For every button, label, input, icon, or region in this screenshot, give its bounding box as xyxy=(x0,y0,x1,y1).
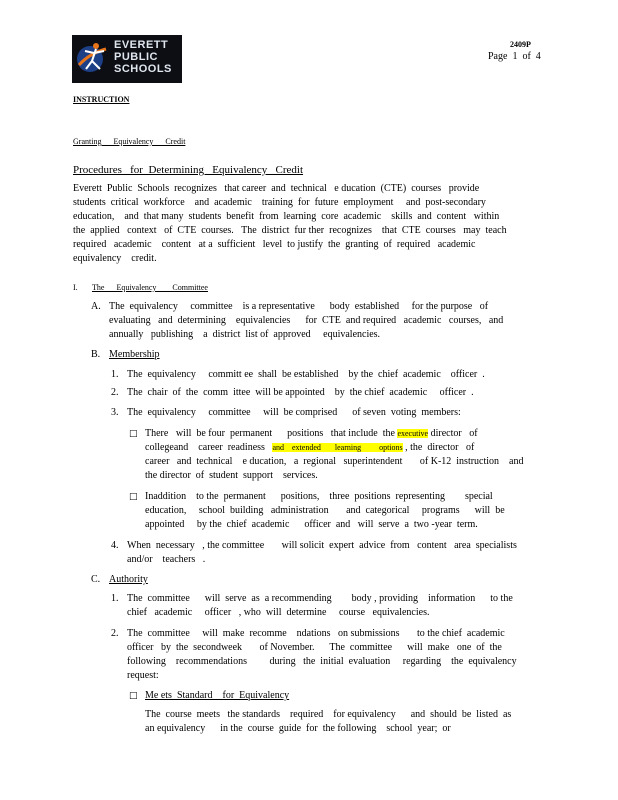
bullet-1-line2-pre: collegeand career readiness xyxy=(145,442,273,453)
page-indicator: Page 1 of 4 xyxy=(488,51,541,62)
item-a-line: The equivalency committee is a representative body established for the purpose of xyxy=(109,301,489,312)
highlight-extended-learning: and extended learning options xyxy=(272,443,403,452)
c2-text xyxy=(127,627,517,683)
bullet-1-line1-post: director of xyxy=(430,428,478,439)
b3-text: The equivalency committee will be comprised of seven voting members: xyxy=(127,407,461,418)
district-logo xyxy=(72,35,182,83)
bullet-2-line: education, school building administration and categorical programs will be xyxy=(145,505,505,516)
b4-text xyxy=(127,539,517,567)
c1-line: The committee will serve as a recommending body , providing information to the xyxy=(127,593,513,604)
item-b-letter: B. xyxy=(91,349,101,360)
bullet-1-line xyxy=(145,441,523,455)
item-a-line: annually publishing a district list of approved equivalencies. xyxy=(109,329,381,340)
item-a-letter: A. xyxy=(91,301,101,312)
intro-line: equivalency credit. xyxy=(73,253,157,264)
bullet-1-line xyxy=(145,427,523,441)
intro-line: education, and that many students benefit from learning core academic skills and content within xyxy=(73,211,500,222)
meets-standard-text xyxy=(145,708,511,736)
policy-number: 2409P xyxy=(510,40,531,49)
subject-title: Granting Equivalency Credit xyxy=(73,137,186,146)
c1-number: 1. xyxy=(111,593,119,604)
intro-line: students critical workforce and academic training for future employment and post-secondary xyxy=(73,197,486,208)
b4-number: 4. xyxy=(111,540,119,551)
checkbox-bullet-icon: □ xyxy=(129,691,138,701)
b1-text: The equivalency committ ee shall be established by the chief academic officer . xyxy=(127,369,485,380)
c1-line: chief academic officer , who will determine course equivalencies. xyxy=(127,607,430,618)
b4-line: When necessary , the committee will solicit expert advice from content area specialists xyxy=(127,540,517,551)
c2-line: officer by the secondweek of November. The committee will make one of the xyxy=(127,642,502,653)
b1-number: 1. xyxy=(111,369,119,380)
c2-line: request: xyxy=(127,670,159,681)
student-figure-icon xyxy=(76,39,112,79)
checkbox-bullet-icon: □ xyxy=(129,492,138,502)
checkbox-bullet-icon: □ xyxy=(129,429,138,439)
b4-line: and/or teachers . xyxy=(127,554,206,565)
procedures-heading: Procedures for Determining Equivalency Credit xyxy=(73,164,304,176)
c2-line: The committee will make recomme ndations on submissions to the chief academic xyxy=(127,628,505,639)
logo-line-3: SCHOOLS xyxy=(114,63,172,75)
b2-text: The chair of the comm ittee will be appointed by the chief academic officer . xyxy=(127,387,474,398)
membership-heading: Membership xyxy=(109,349,160,360)
intro-line: Everett Public Schools recognizes that career and technical e ducation (CTE) courses provide xyxy=(73,183,480,194)
highlight-executive: executive xyxy=(397,429,429,438)
intro-line: required academic content at a sufficient level to justify the granting of required academic xyxy=(73,239,476,250)
item-a-text xyxy=(109,300,503,342)
section-i-title: The Equivalency Committee xyxy=(92,283,208,292)
bullet-1-line2-post: , the director of xyxy=(402,442,475,453)
bullet-2-line: appointed by the chief academic officer and will serve a two -year term. xyxy=(145,519,478,530)
intro-paragraph xyxy=(73,182,543,266)
b3-number: 3. xyxy=(111,407,119,418)
meets-standard-heading: Me ets Standard for Equivalency xyxy=(145,690,290,701)
bullet-1-text xyxy=(145,427,523,483)
c2-line: following recommendations during the initial evaluation regarding the equivalency xyxy=(127,656,517,667)
logo-text xyxy=(114,39,172,75)
b2-number: 2. xyxy=(111,387,119,398)
bullet-2-text xyxy=(145,490,505,532)
bullet-1-line: the director of student support services. xyxy=(145,470,318,481)
meets-standard-line: an equivalency in the course guide for the following school year; or xyxy=(145,723,451,734)
logo-line-2: PUBLIC xyxy=(114,51,158,63)
bullet-1-line: career and technical e ducation, a regional superintendent of K-12 instruction and xyxy=(145,456,524,467)
bullet-2-line: Inaddition to the permanent positions, three positions representing special xyxy=(145,491,493,502)
logo-line-1: EVERETT xyxy=(114,39,169,51)
meets-standard-line: The course meets the standards required for equivalency and should be listed as xyxy=(145,709,512,720)
item-c-letter: C. xyxy=(91,574,101,585)
c2-number: 2. xyxy=(111,628,119,639)
intro-line: the applied context of CTE courses. The district fur ther recognizes that CTE courses may teach xyxy=(73,225,507,236)
section-title: INSTRUCTION xyxy=(73,95,130,104)
authority-heading: Authority xyxy=(109,574,148,585)
bullet-1-line1-pre: There will be four permanent positions that include the xyxy=(145,428,398,439)
section-i-number: I. xyxy=(73,283,78,292)
c1-text xyxy=(127,592,513,620)
item-a-line: evaluating and determining equivalencies for CTE and required academic courses, and xyxy=(109,315,504,326)
